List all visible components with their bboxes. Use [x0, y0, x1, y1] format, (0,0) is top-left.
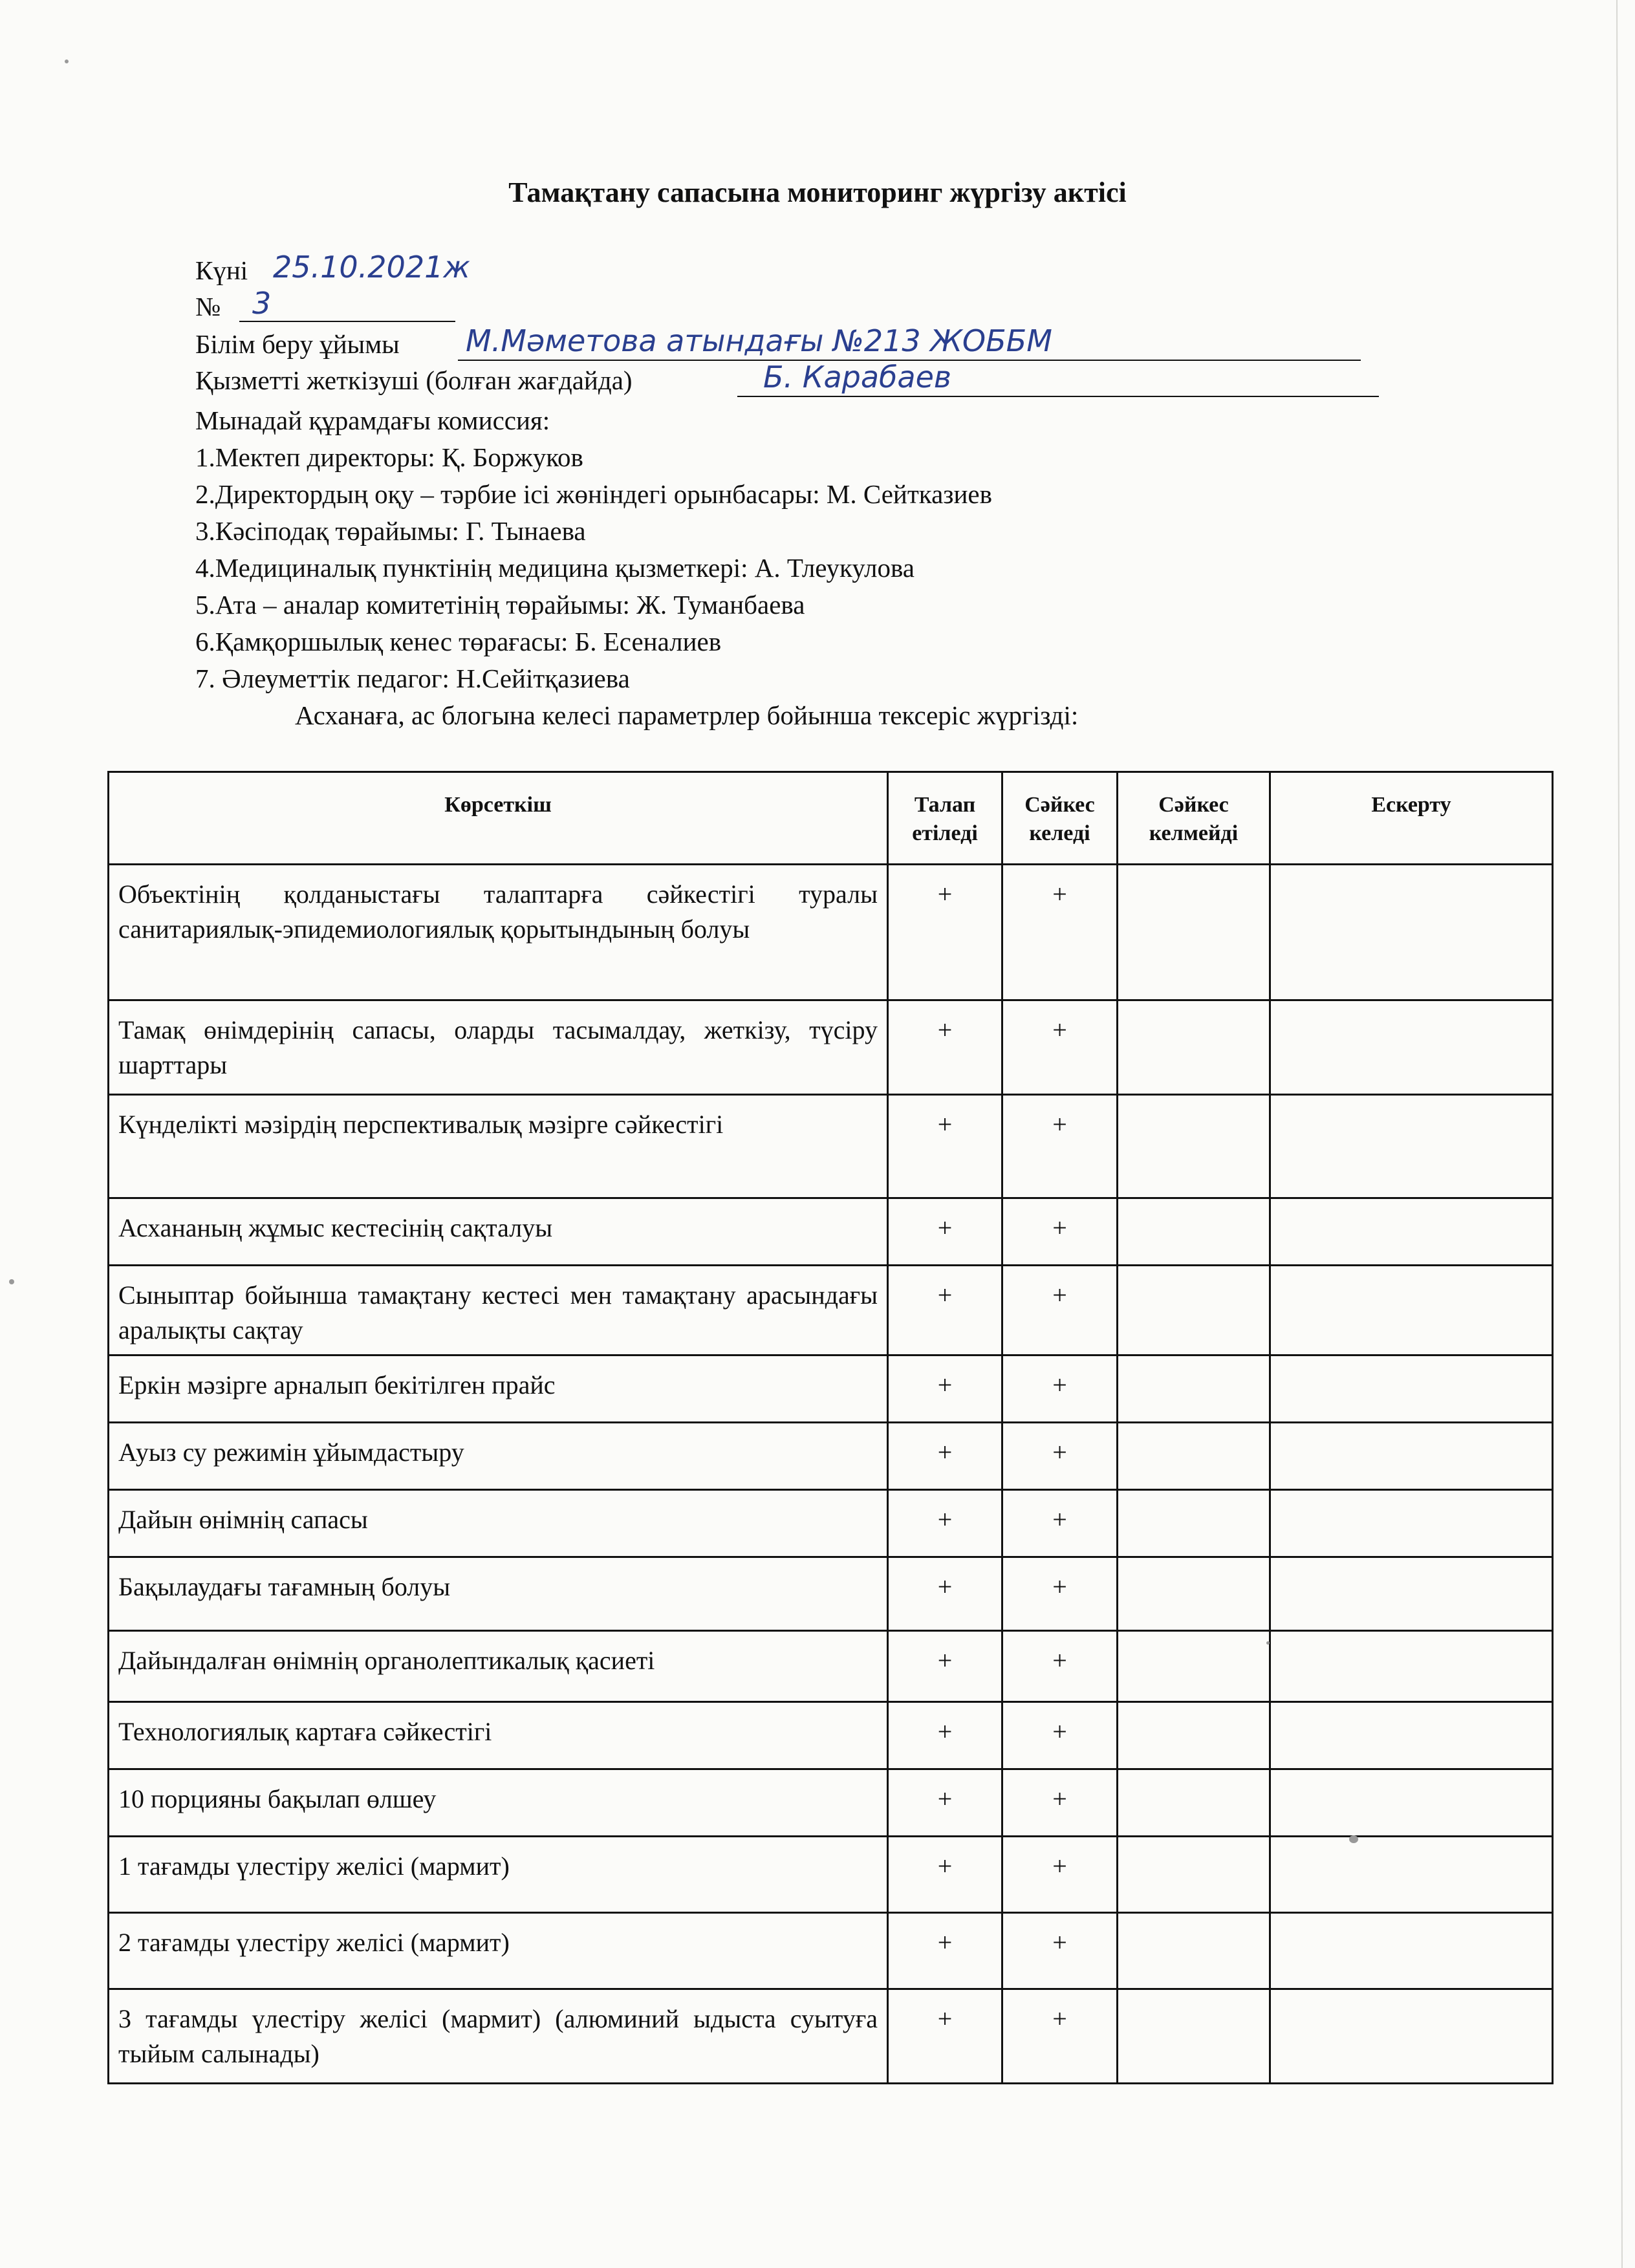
required-cell: + — [888, 1490, 1002, 1557]
complies-cell: + — [1002, 1490, 1118, 1557]
required-cell: + — [888, 1355, 1002, 1423]
member-1: 1.Мектеп директоры: Қ. Боржуков — [195, 442, 583, 472]
indicator-cell: 3 тағамды үлестіру желісі (мармит) (алюминий ыдыста суытуға тыйым салынады) — [109, 1989, 888, 2084]
not-complies-cell — [1118, 1198, 1270, 1266]
not-complies-cell — [1118, 1557, 1270, 1631]
scan-speck — [65, 59, 69, 63]
note-cell — [1270, 865, 1553, 1000]
indicator-cell: Күнделікті мәзірдің перспективалық мәзірге сәйкестігі — [109, 1095, 888, 1198]
table-row — [109, 1095, 1553, 1198]
complies-cell: + — [1002, 1837, 1118, 1913]
indicator-cell: Объектінің қолданыстағы талаптарға сәйкестігі туралы санитариялық-эпидемиологиялық қорытындының болуы — [109, 865, 888, 1000]
header-indicator: Көрсеткіш — [109, 772, 888, 865]
required-cell: + — [888, 1769, 1002, 1837]
org-line — [195, 326, 400, 362]
indicator-cell: Еркін мәзірге арналып бекітілген прайс — [109, 1355, 888, 1423]
note-cell — [1270, 1913, 1553, 1989]
complies-cell: + — [1002, 1000, 1118, 1095]
note-cell — [1270, 1837, 1553, 1913]
header-note: Ескерту — [1270, 772, 1553, 865]
note-cell — [1270, 1198, 1553, 1266]
table-row — [109, 1557, 1553, 1631]
complies-cell: + — [1002, 1702, 1118, 1769]
complies-cell: + — [1002, 1355, 1118, 1423]
not-complies-cell — [1118, 1989, 1270, 2084]
page-title: Тамақтану сапасына мониторинг жүргізу актісі — [508, 177, 1127, 208]
supplier-line — [195, 362, 633, 398]
note-cell — [1270, 1557, 1553, 1631]
header-required: Талап етіледі — [888, 772, 1002, 865]
table-row — [109, 1198, 1553, 1266]
table-row — [109, 1000, 1553, 1095]
org-label: Білім беру ұйымы — [195, 329, 400, 359]
not-complies-cell — [1118, 1000, 1270, 1095]
not-complies-cell — [1118, 1837, 1270, 1913]
complies-cell: + — [1002, 1557, 1118, 1631]
note-cell — [1270, 1989, 1553, 2084]
table-row — [109, 1355, 1553, 1423]
scan-speck — [1349, 1835, 1358, 1843]
required-cell: + — [888, 1837, 1002, 1913]
note-cell — [1270, 1266, 1553, 1355]
note-cell — [1270, 1095, 1553, 1198]
complies-cell: + — [1002, 865, 1118, 1000]
member-7: 7. Әлеуметтік педагог: Н.Сейітқазиева — [195, 664, 630, 693]
inspection-intro: Асханаға, ас блогына келесі параметрлер бойынша тексеріс жүргізді: — [295, 700, 1079, 730]
number-line — [195, 288, 221, 325]
scan-speck — [9, 1279, 14, 1284]
required-cell: + — [888, 1095, 1002, 1198]
commission-intro: Мынадай құрамдағы комиссия: — [195, 405, 550, 435]
table-row — [109, 1702, 1553, 1769]
indicator-cell: Дайын өнімнің сапасы — [109, 1490, 888, 1557]
required-cell: + — [888, 1702, 1002, 1769]
required-cell: + — [888, 865, 1002, 1000]
table-row — [109, 865, 1553, 1000]
number-label: № — [195, 292, 221, 321]
complies-cell: + — [1002, 1769, 1118, 1837]
indicator-cell: Ауыз су режимін ұйымдастыру — [109, 1423, 888, 1490]
org-value: М.Мәметова атындағы №213 ЖОББМ — [466, 323, 1052, 358]
note-cell — [1270, 1702, 1553, 1769]
indicator-cell: 1 тағамды үлестіру желісі (мармит) — [109, 1837, 888, 1913]
not-complies-cell — [1118, 1769, 1270, 1837]
indicator-cell: Бақылаудағы тағамның болуы — [109, 1557, 888, 1631]
required-cell: + — [888, 1557, 1002, 1631]
required-cell: + — [888, 1631, 1002, 1702]
indicator-cell: 2 тағамды үлестіру желісі (мармит) — [109, 1913, 888, 1989]
indicator-cell: 10 порцияны бақылап өлшеу — [109, 1769, 888, 1837]
required-cell: + — [888, 1423, 1002, 1490]
not-complies-cell — [1118, 1266, 1270, 1355]
complies-cell: + — [1002, 1423, 1118, 1490]
not-complies-cell — [1118, 1490, 1270, 1557]
date-line — [195, 252, 248, 288]
number-underline — [239, 321, 455, 322]
required-cell: + — [888, 1000, 1002, 1095]
not-complies-cell — [1118, 1355, 1270, 1423]
complies-cell: + — [1002, 1095, 1118, 1198]
indicator-cell: Технологиялық картаға сәйкестігі — [109, 1702, 888, 1769]
note-cell — [1270, 1490, 1553, 1557]
header-not-complies: Сәйкес келмейді — [1118, 772, 1270, 865]
supplier-value: Б. Карабаев — [763, 360, 952, 394]
indicator-cell: Дайындалған өнімнің органолептикалық қасиеті — [109, 1631, 888, 1702]
table-row — [109, 1837, 1553, 1913]
supplier-label: Қызметті жеткізуші (болған жағдайда) — [195, 365, 633, 395]
table-row — [109, 1769, 1553, 1837]
required-cell: + — [888, 1989, 1002, 2084]
table-row — [109, 1423, 1553, 1490]
note-cell — [1270, 1355, 1553, 1423]
not-complies-cell — [1118, 1702, 1270, 1769]
indicator-cell: Тамақ өнімдерінің сапасы, оларды тасымалдау, жеткізу, түсіру шарттары — [109, 1000, 888, 1095]
required-cell: + — [888, 1198, 1002, 1266]
not-complies-cell — [1118, 865, 1270, 1000]
complies-cell: + — [1002, 1989, 1118, 2084]
member-3: 3.Кәсіподақ төрайымы: Г. Тынаева — [195, 516, 586, 546]
scan-speck — [1266, 1641, 1270, 1645]
member-5: 5.Ата – аналар комитетінің төрайымы: Ж. Туманбаева — [195, 590, 805, 620]
member-4: 4.Медициналық пунктінің медицина қызметкері: А. Тлеукулова — [195, 553, 915, 583]
note-cell — [1270, 1000, 1553, 1095]
complies-cell: + — [1002, 1631, 1118, 1702]
date-value: 25.10.2021ж — [273, 250, 470, 285]
member-6: 6.Қамқоршылық кенес төрағасы: Б. Есеналиев — [195, 627, 722, 656]
table-row — [109, 1490, 1553, 1557]
inspection-table — [107, 771, 1554, 2084]
table-row — [109, 1266, 1553, 1355]
number-value: 3 — [252, 286, 272, 321]
not-complies-cell — [1118, 1423, 1270, 1490]
complies-cell: + — [1002, 1913, 1118, 1989]
required-cell: + — [888, 1913, 1002, 1989]
indicator-cell: Асхананың жұмыс кестесінің сақталуы — [109, 1198, 888, 1266]
table-header-row — [109, 772, 1553, 865]
indicator-cell: Сыныптар бойынша тамақтану кестесі мен тамақтану арасындағы аралықты сақтау — [109, 1266, 888, 1355]
note-cell — [1270, 1423, 1553, 1490]
note-cell — [1270, 1769, 1553, 1837]
table-row — [109, 1631, 1553, 1702]
supplier-underline — [737, 396, 1379, 397]
table-row — [109, 1913, 1553, 1989]
table-row — [109, 1989, 1553, 2084]
header-complies: Сәйкес келеді — [1002, 772, 1118, 865]
required-cell: + — [888, 1266, 1002, 1355]
not-complies-cell — [1118, 1095, 1270, 1198]
member-2: 2.Директордың оқу – тәрбие ісі жөніндегі орынбасары: М. Сейтказиев — [195, 479, 992, 509]
not-complies-cell — [1118, 1913, 1270, 1989]
date-label: Күні — [195, 255, 248, 285]
complies-cell: + — [1002, 1266, 1118, 1355]
note-cell — [1270, 1631, 1553, 1702]
not-complies-cell — [1118, 1631, 1270, 1702]
complies-cell: + — [1002, 1198, 1118, 1266]
